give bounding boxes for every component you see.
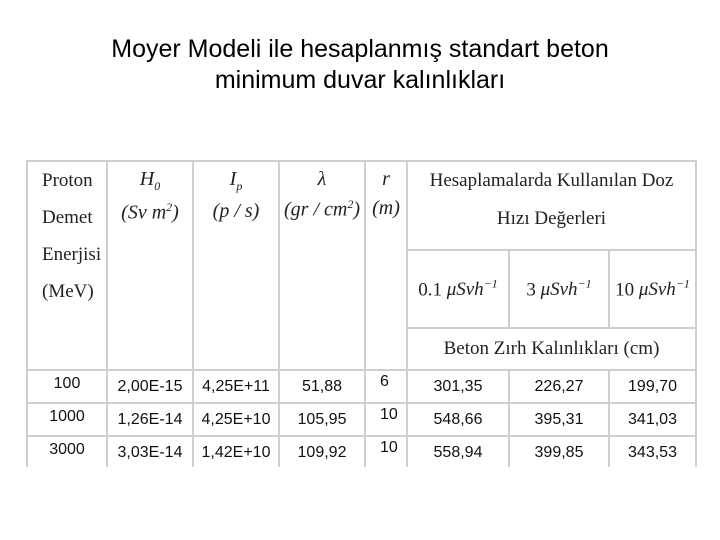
lambda-unit: (gr / cm bbox=[284, 198, 348, 221]
ip-symbol: I bbox=[229, 168, 237, 190]
ip-cell: 4,25E+11 bbox=[194, 371, 278, 402]
lambda-cell: 109,92 bbox=[280, 437, 364, 469]
dose-rate-exponent: −1 bbox=[483, 276, 498, 291]
thickness-cell: 558,94 bbox=[408, 437, 508, 469]
h0-cell: 1,26E-14 bbox=[108, 404, 192, 435]
lambda-unit-exponent: 2 bbox=[347, 197, 354, 211]
r-cell: 10 bbox=[366, 404, 406, 435]
dose-rate-value: 10 bbox=[615, 279, 635, 301]
r-cell: 6 bbox=[366, 371, 406, 402]
r-symbol: r bbox=[382, 168, 390, 190]
dose-rate-unit: μSvh bbox=[446, 279, 484, 301]
dose-rate-cell bbox=[610, 251, 695, 327]
ip-unit: (p / s) bbox=[212, 200, 260, 222]
dose-rate-exponent: −1 bbox=[675, 276, 690, 291]
title-line-1: Moyer Modeli ile hesaplanmış standart beton bbox=[111, 35, 609, 63]
h0-cell: 3,03E-14 bbox=[108, 437, 192, 469]
ip-cell: 1,42E+10 bbox=[194, 437, 278, 469]
r-cell: 10 bbox=[366, 437, 406, 469]
thickness-cell: 301,35 bbox=[408, 371, 508, 402]
h0-unit-exponent: 2 bbox=[166, 200, 173, 214]
energy-header-line: Enerjisi bbox=[42, 244, 102, 265]
dose-rate-header-line-1: Hesaplamalarda Kullanılan Doz bbox=[429, 170, 674, 191]
dose-rate-unit: μSvh bbox=[638, 279, 676, 301]
lambda-header-cell bbox=[280, 162, 364, 369]
lambda-symbol: λ bbox=[317, 168, 327, 190]
ip-subscript: p bbox=[236, 179, 243, 193]
lambda-cell: 105,95 bbox=[280, 404, 364, 435]
ip-cell: 4,25E+10 bbox=[194, 404, 278, 435]
page-title bbox=[0, 34, 720, 96]
dose-rate-exponent: −1 bbox=[577, 276, 592, 291]
dose-rate-header-cell bbox=[408, 162, 695, 249]
lambda-cell: 51,88 bbox=[280, 371, 364, 402]
lambda-unit-close: ) bbox=[353, 198, 360, 221]
h0-unit: (Sv m bbox=[121, 201, 167, 224]
thickness-cell: 199,70 bbox=[610, 371, 695, 402]
dose-rate-header-line-2: Hızı Değerleri bbox=[496, 208, 607, 229]
thickness-cell: 341,03 bbox=[610, 404, 695, 435]
thickness-cell: 343,53 bbox=[610, 437, 695, 469]
dose-rate-value: 3 bbox=[526, 279, 536, 301]
thickness-cell: 548,66 bbox=[408, 404, 508, 435]
h0-unit-close: ) bbox=[172, 201, 179, 224]
energy-cell: 3000 bbox=[28, 437, 106, 469]
thickness-cell: 399,85 bbox=[510, 437, 608, 469]
h0-cell: 2,00E-15 bbox=[108, 371, 192, 402]
h0-symbol: H bbox=[139, 168, 155, 190]
thickness-cell: 395,31 bbox=[510, 404, 608, 435]
concrete-thickness-table bbox=[26, 160, 697, 467]
energy-cell: 1000 bbox=[28, 404, 106, 435]
energy-header-line: (MeV) bbox=[42, 281, 94, 302]
dose-rate-cell bbox=[408, 251, 508, 327]
energy-header-line: Proton bbox=[42, 170, 93, 191]
h0-subscript: 0 bbox=[154, 179, 161, 193]
dose-rate-cell bbox=[510, 251, 608, 327]
ip-header-cell bbox=[194, 162, 278, 369]
energy-header-line: Demet bbox=[42, 207, 93, 228]
thickness-cell: 226,27 bbox=[510, 371, 608, 402]
r-unit: (m) bbox=[372, 197, 400, 219]
dose-rate-value: 0.1 bbox=[418, 279, 442, 301]
h0-header-cell bbox=[108, 162, 192, 369]
dose-rate-unit: μSvh bbox=[540, 279, 578, 301]
energy-cell: 100 bbox=[28, 371, 106, 402]
r-header-cell bbox=[366, 162, 406, 369]
energy-header-cell bbox=[28, 162, 106, 369]
thickness-header-cell: Beton Zırh Kalınlıkları (cm) bbox=[408, 329, 695, 369]
title-line-2: minimum duvar kalınlıkları bbox=[214, 66, 506, 94]
